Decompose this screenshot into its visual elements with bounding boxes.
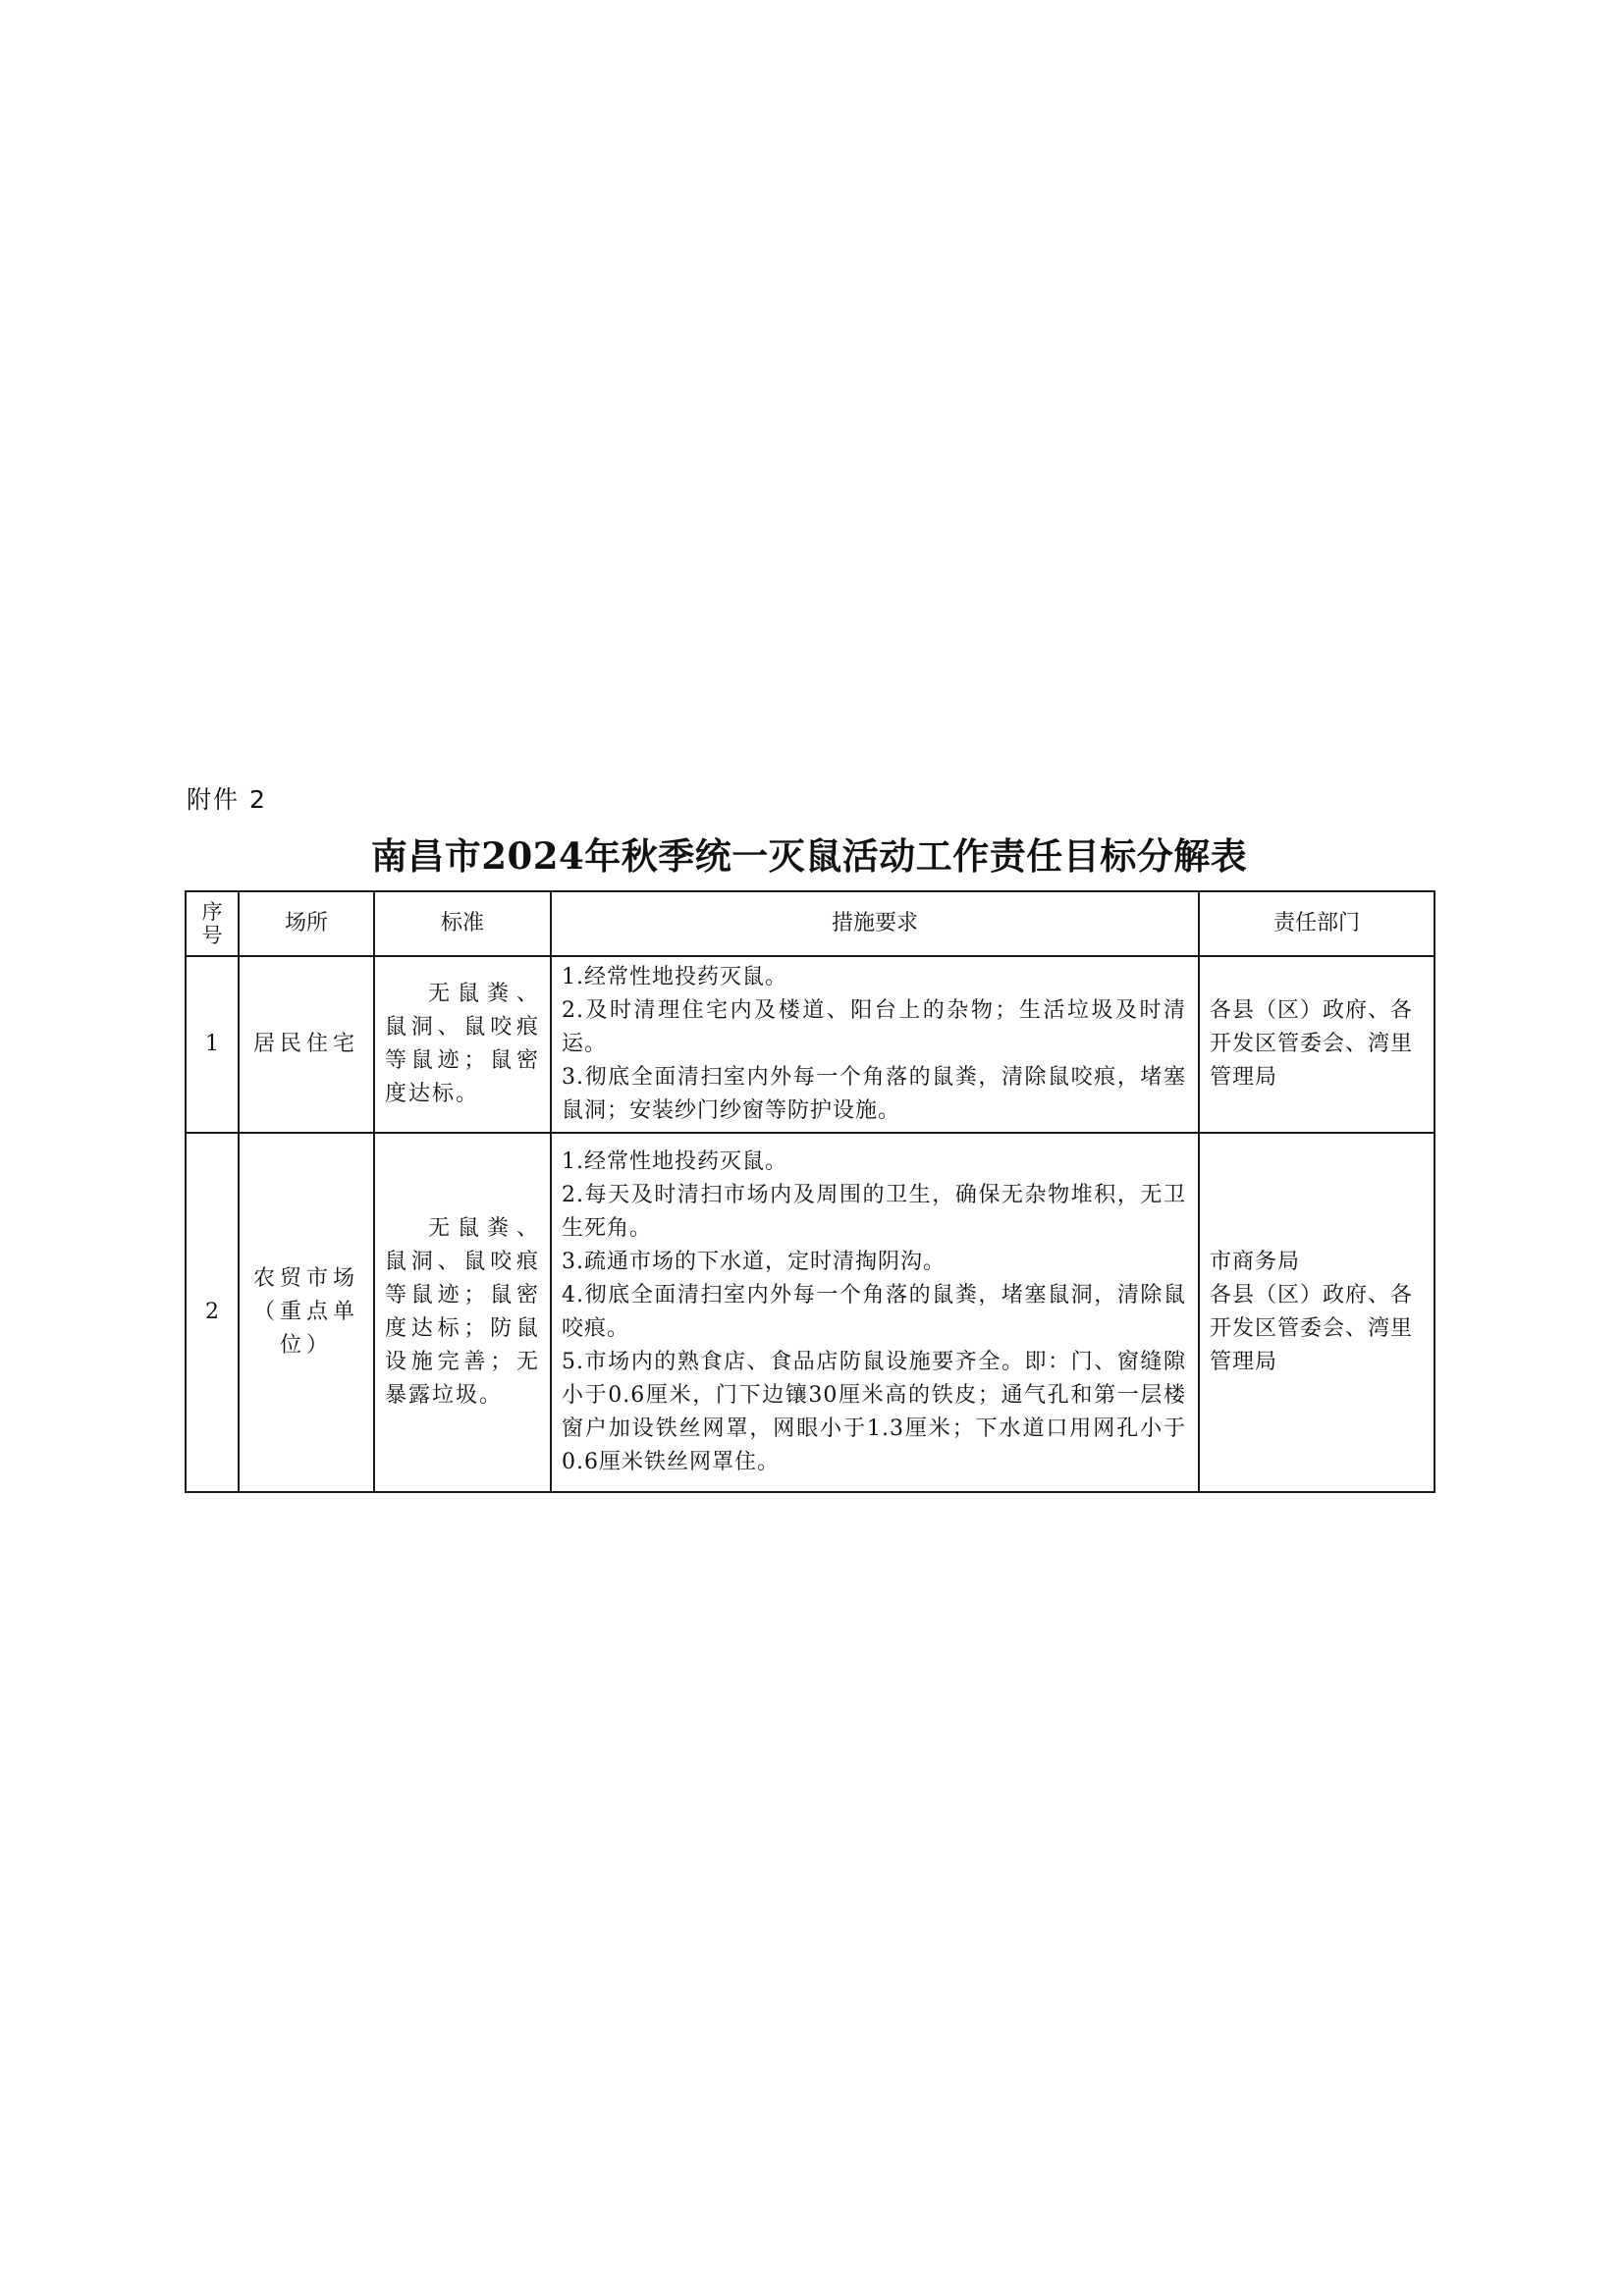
row-standard: 无鼠粪、鼠洞、鼠咬痕等鼠迹；鼠密度达标；防鼠设施完善；无暴露垃圾。 — [374, 1133, 551, 1492]
measure-item: 2.及时清理住宅内及楼道、阳台上的杂物；生活垃圾及时清运。 — [562, 998, 1186, 1056]
row-number: 1 — [186, 956, 239, 1133]
row-department — [1199, 1133, 1435, 1492]
department-line: 市商务局 — [1210, 1250, 1301, 1274]
row-measures — [551, 956, 1199, 1133]
header-standard: 标准 — [374, 891, 551, 956]
row-department — [1199, 956, 1435, 1133]
row-standard: 无鼠粪、鼠洞、鼠咬痕等鼠迹；鼠密度达标。 — [374, 956, 551, 1133]
header-no: 序号 — [186, 891, 239, 956]
document-title: 南昌市2024年秋季统一灭鼠活动工作责任目标分解表 — [370, 834, 1248, 878]
row-measures — [551, 1133, 1199, 1492]
header-place: 场所 — [239, 891, 374, 956]
measure-item: 2.每天及时清扫市场内及周围的卫生，确保无杂物堆积，无卫生死角。 — [562, 1183, 1186, 1241]
header-measures: 措施要求 — [551, 891, 1199, 956]
row-place: 农贸市场（重点单位） — [239, 1133, 374, 1492]
header-department: 责任部门 — [1199, 891, 1435, 956]
measure-item: 4.彻底全面清扫室内外每一个角落的鼠粪，堵塞鼠洞，清除鼠咬痕。 — [562, 1283, 1186, 1341]
responsibility-table — [185, 890, 1435, 1493]
measure-item: 5.市场内的熟食店、食品店防鼠设施要齐全。即：门、窗缝隙小于0.6厘米，门下边镶30厘米高的铁皮；通气孔和第一层楼窗户加设铁丝网罩，网眼小于1.3厘米；下水道口用网孔小于0.6厘米铁丝网罩住。 — [562, 1350, 1186, 1474]
table-row — [186, 956, 1435, 1133]
responsibility-table-container — [185, 890, 1435, 1493]
measure-item: 1.经常性地投药灭鼠。 — [562, 965, 787, 989]
row-place: 居民住宅 — [239, 956, 374, 1133]
department-line: 各县（区）政府、各开发区管委会、湾里管理局 — [1210, 998, 1414, 1090]
table-row — [186, 1133, 1435, 1492]
measure-item: 3.彻底全面清扫室内外每一个角落的鼠粪，清除鼠咬痕，堵塞鼠洞；安装纱门纱窗等防护设施。 — [562, 1065, 1186, 1123]
table-header-row — [186, 891, 1435, 956]
measure-item: 3.疏通市场的下水道，定时清掏阴沟。 — [562, 1250, 946, 1274]
row-number: 2 — [186, 1133, 239, 1492]
measure-item: 1.经常性地投药灭鼠。 — [562, 1149, 787, 1174]
attachment-label: 附件 2 — [187, 785, 267, 814]
department-line: 各县（区）政府、各开发区管委会、湾里管理局 — [1210, 1283, 1414, 1374]
